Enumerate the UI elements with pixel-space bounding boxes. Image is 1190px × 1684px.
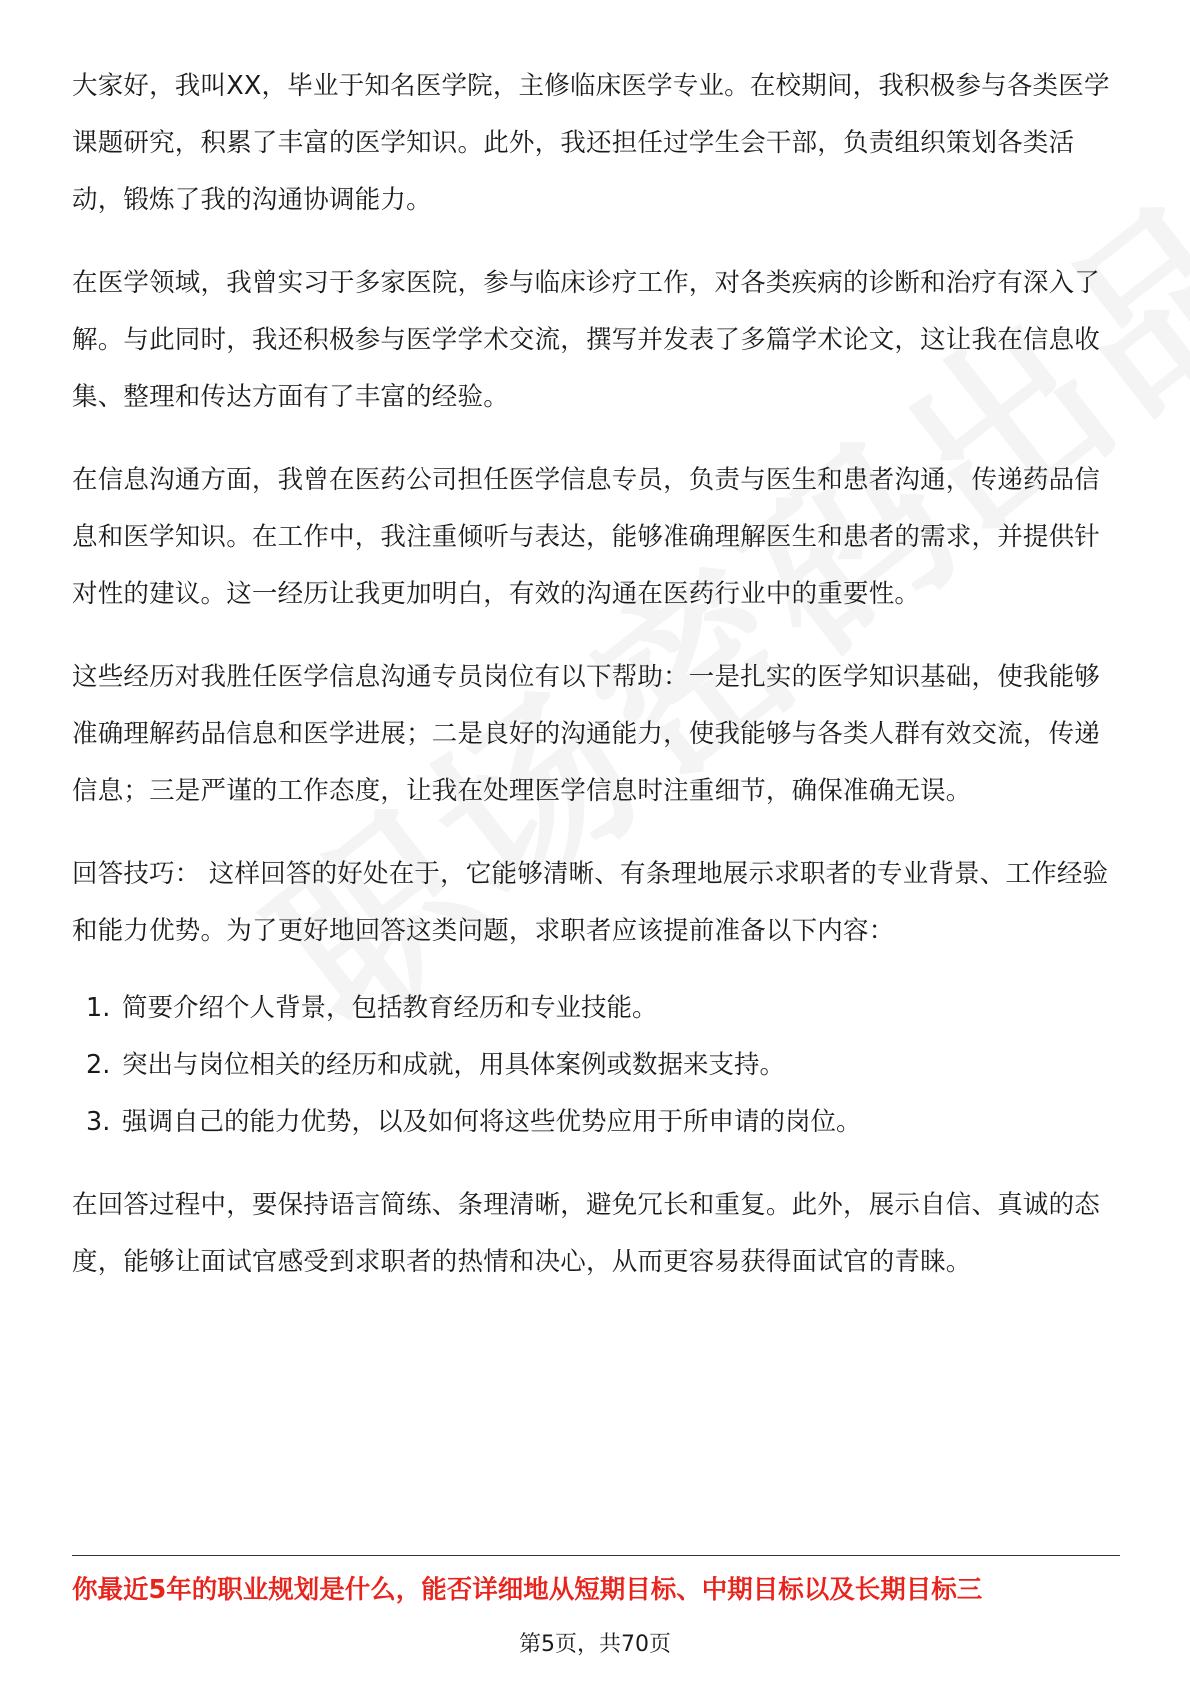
paragraph-answer-tips: 回答技巧： 这样回答的好处在于，它能够清晰、有条理地展示求职者的专业背景、工作经验和能力优势。为了更好地回答这类问题，求职者应该提前准备以下内容：	[72, 859, 1109, 946]
list-text: 突出与岗位相关的经历和成就，用具体案例或数据来支持。	[122, 1050, 786, 1080]
section-divider	[72, 1555, 1120, 1556]
list-number: 3.	[86, 1107, 111, 1137]
paragraph-closing: 在回答过程中，要保持语言简练、条理清晰，避免冗长和重复。此外，展示自信、真诚的态度，能够让面试官感受到求职者的热情和决心，从而更容易获得面试官的青睐。	[72, 1190, 1101, 1277]
paragraph-benefits: 这些经历对我胜任医学信息沟通专员岗位有以下帮助：一是扎实的医学知识基础，使我能够准确理解药品信息和医学进展；二是良好的沟通能力，使我能够与各类人群有效交流，传递信息；三是严谨的工作态度，让我在处理医学信息时注重细节，确保准确无误。	[72, 662, 1101, 806]
next-question-heading: 你最近5年的职业规划是什么，能否详细地从短期目标、中期目标以及长期目标三	[72, 1575, 983, 1605]
document-body	[72, 58, 1120, 1317]
list-number: 2.	[86, 1050, 111, 1080]
list-text: 简要介绍个人背景，包括教育经历和专业技能。	[122, 993, 658, 1023]
tips-list	[72, 980, 1120, 1151]
list-item	[72, 980, 1120, 1037]
list-number: 1.	[86, 993, 111, 1023]
list-text: 强调自己的能力优势，以及如何将这些优势应用于所申请的岗位。	[122, 1107, 862, 1137]
list-item	[72, 1037, 1120, 1094]
paragraph-communication: 在信息沟通方面，我曾在医药公司担任医学信息专员，负责与医生和患者沟通，传递药品信息和医学知识。在工作中，我注重倾听与表达，能够准确理解医生和患者的需求，并提供针对性的建议。这一经历让我更加明白，有效的沟通在医药行业中的重要性。	[72, 465, 1101, 609]
paragraph-intro: 大家好，我叫XX，毕业于知名医学院，主修临床医学专业。在校期间，我积极参与各类医学课题研究，积累了丰富的医学知识。此外，我还担任过学生会干部，负责组织策划各类活动，锻炼了我的沟通协调能力。	[72, 71, 1110, 215]
page-number: 第5页，共70页	[519, 1632, 671, 1657]
paragraph-medical-experience: 在医学领域，我曾实习于多家医院，参与临床诊疗工作，对各类疾病的诊断和治疗有深入了解。与此同时，我还积极参与医学学术交流，撰写并发表了多篇学术论文，这让我在信息收集、整理和传达方面有了丰富的经验。	[72, 268, 1101, 412]
list-item	[72, 1094, 1120, 1151]
